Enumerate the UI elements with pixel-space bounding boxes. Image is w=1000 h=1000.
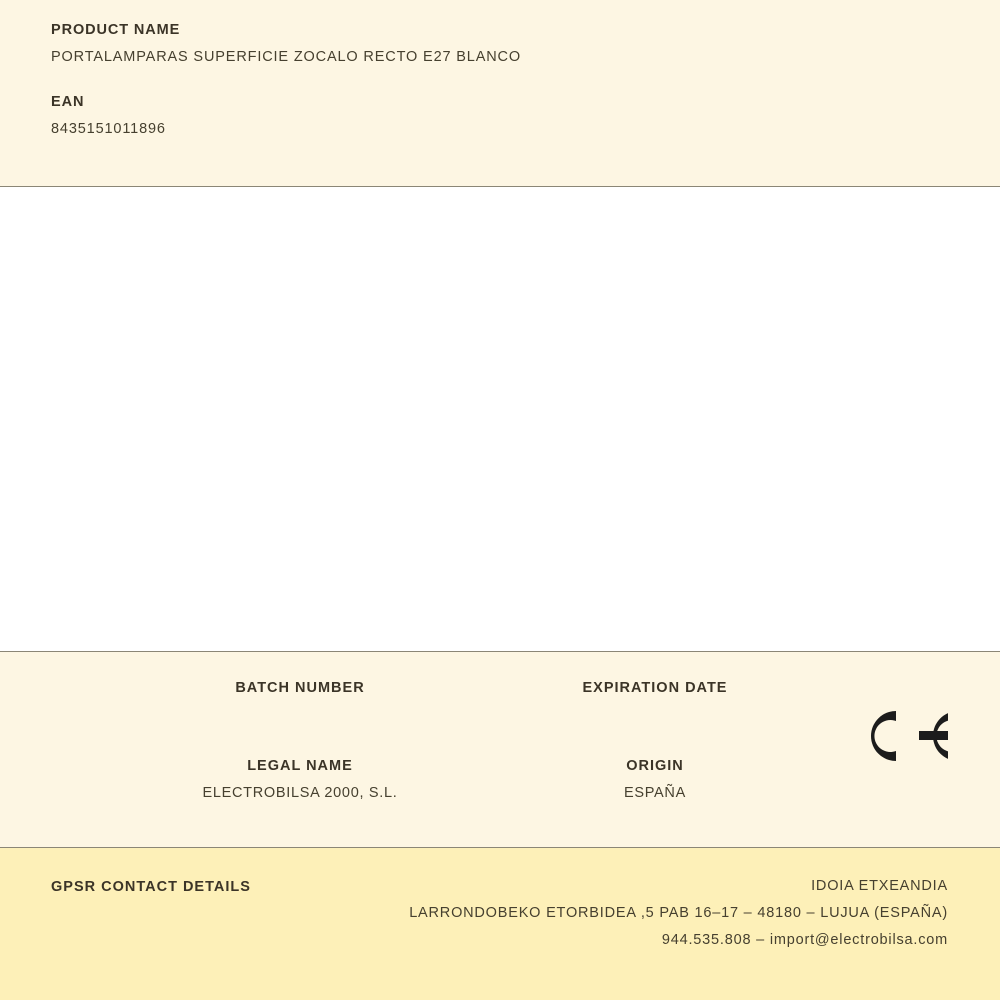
- spacer: [0, 65, 1000, 94]
- product-info-block: [0, 0, 1000, 187]
- gpsr-contact-phone-email: 944.535.808 – import@electrobilsa.com: [661, 932, 948, 948]
- origin-cell: [470, 758, 840, 774]
- product-name-field: [0, 22, 1000, 65]
- gpsr-contact-address: LARRONDOBEKO ETORBIDEA ,5 PAB 16–17 – 48180 – LUJUA (ESPAÑA): [409, 905, 948, 921]
- gpsr-contact-name: IDOIA ETXEANDIA: [811, 878, 948, 894]
- ean-label: EAN: [51, 94, 85, 110]
- batch-legal-block: [0, 652, 1000, 848]
- image-placeholder-area: [0, 187, 1000, 652]
- ce-area-spacer-3: [840, 785, 1000, 801]
- ce-marking-icon: [856, 705, 948, 767]
- legal-name-value-cell: [0, 785, 470, 801]
- ean-field: [0, 94, 1000, 137]
- origin-label: ORIGIN: [626, 758, 684, 774]
- legal-name-cell: [0, 758, 470, 774]
- ean-value: 8435151011896: [51, 121, 166, 137]
- ce-area-spacer: [840, 680, 1000, 696]
- product-name-value: PORTALAMPARAS SUPERFICIE ZOCALO RECTO E27 BLANCO: [51, 49, 522, 65]
- legal-name-value: ELECTROBILSA 2000, S.L.: [202, 785, 398, 801]
- batch-expiration-row: [0, 680, 1000, 696]
- gpsr-footer-block: [0, 848, 1000, 1000]
- expiration-date-cell: [470, 680, 840, 696]
- gpsr-contact-details-label: GPSR CONTACT DETAILS: [51, 879, 251, 895]
- legal-origin-row: [0, 758, 1000, 774]
- origin-value: ESPAÑA: [624, 785, 686, 801]
- legal-origin-values-row: [0, 785, 1000, 801]
- legal-name-label: LEGAL NAME: [247, 758, 353, 774]
- batch-number-cell: [0, 680, 470, 696]
- product-name-label: PRODUCT NAME: [51, 22, 181, 38]
- origin-value-cell: [470, 785, 840, 801]
- batch-number-label: BATCH NUMBER: [235, 680, 365, 696]
- expiration-date-label: EXPIRATION DATE: [582, 680, 728, 696]
